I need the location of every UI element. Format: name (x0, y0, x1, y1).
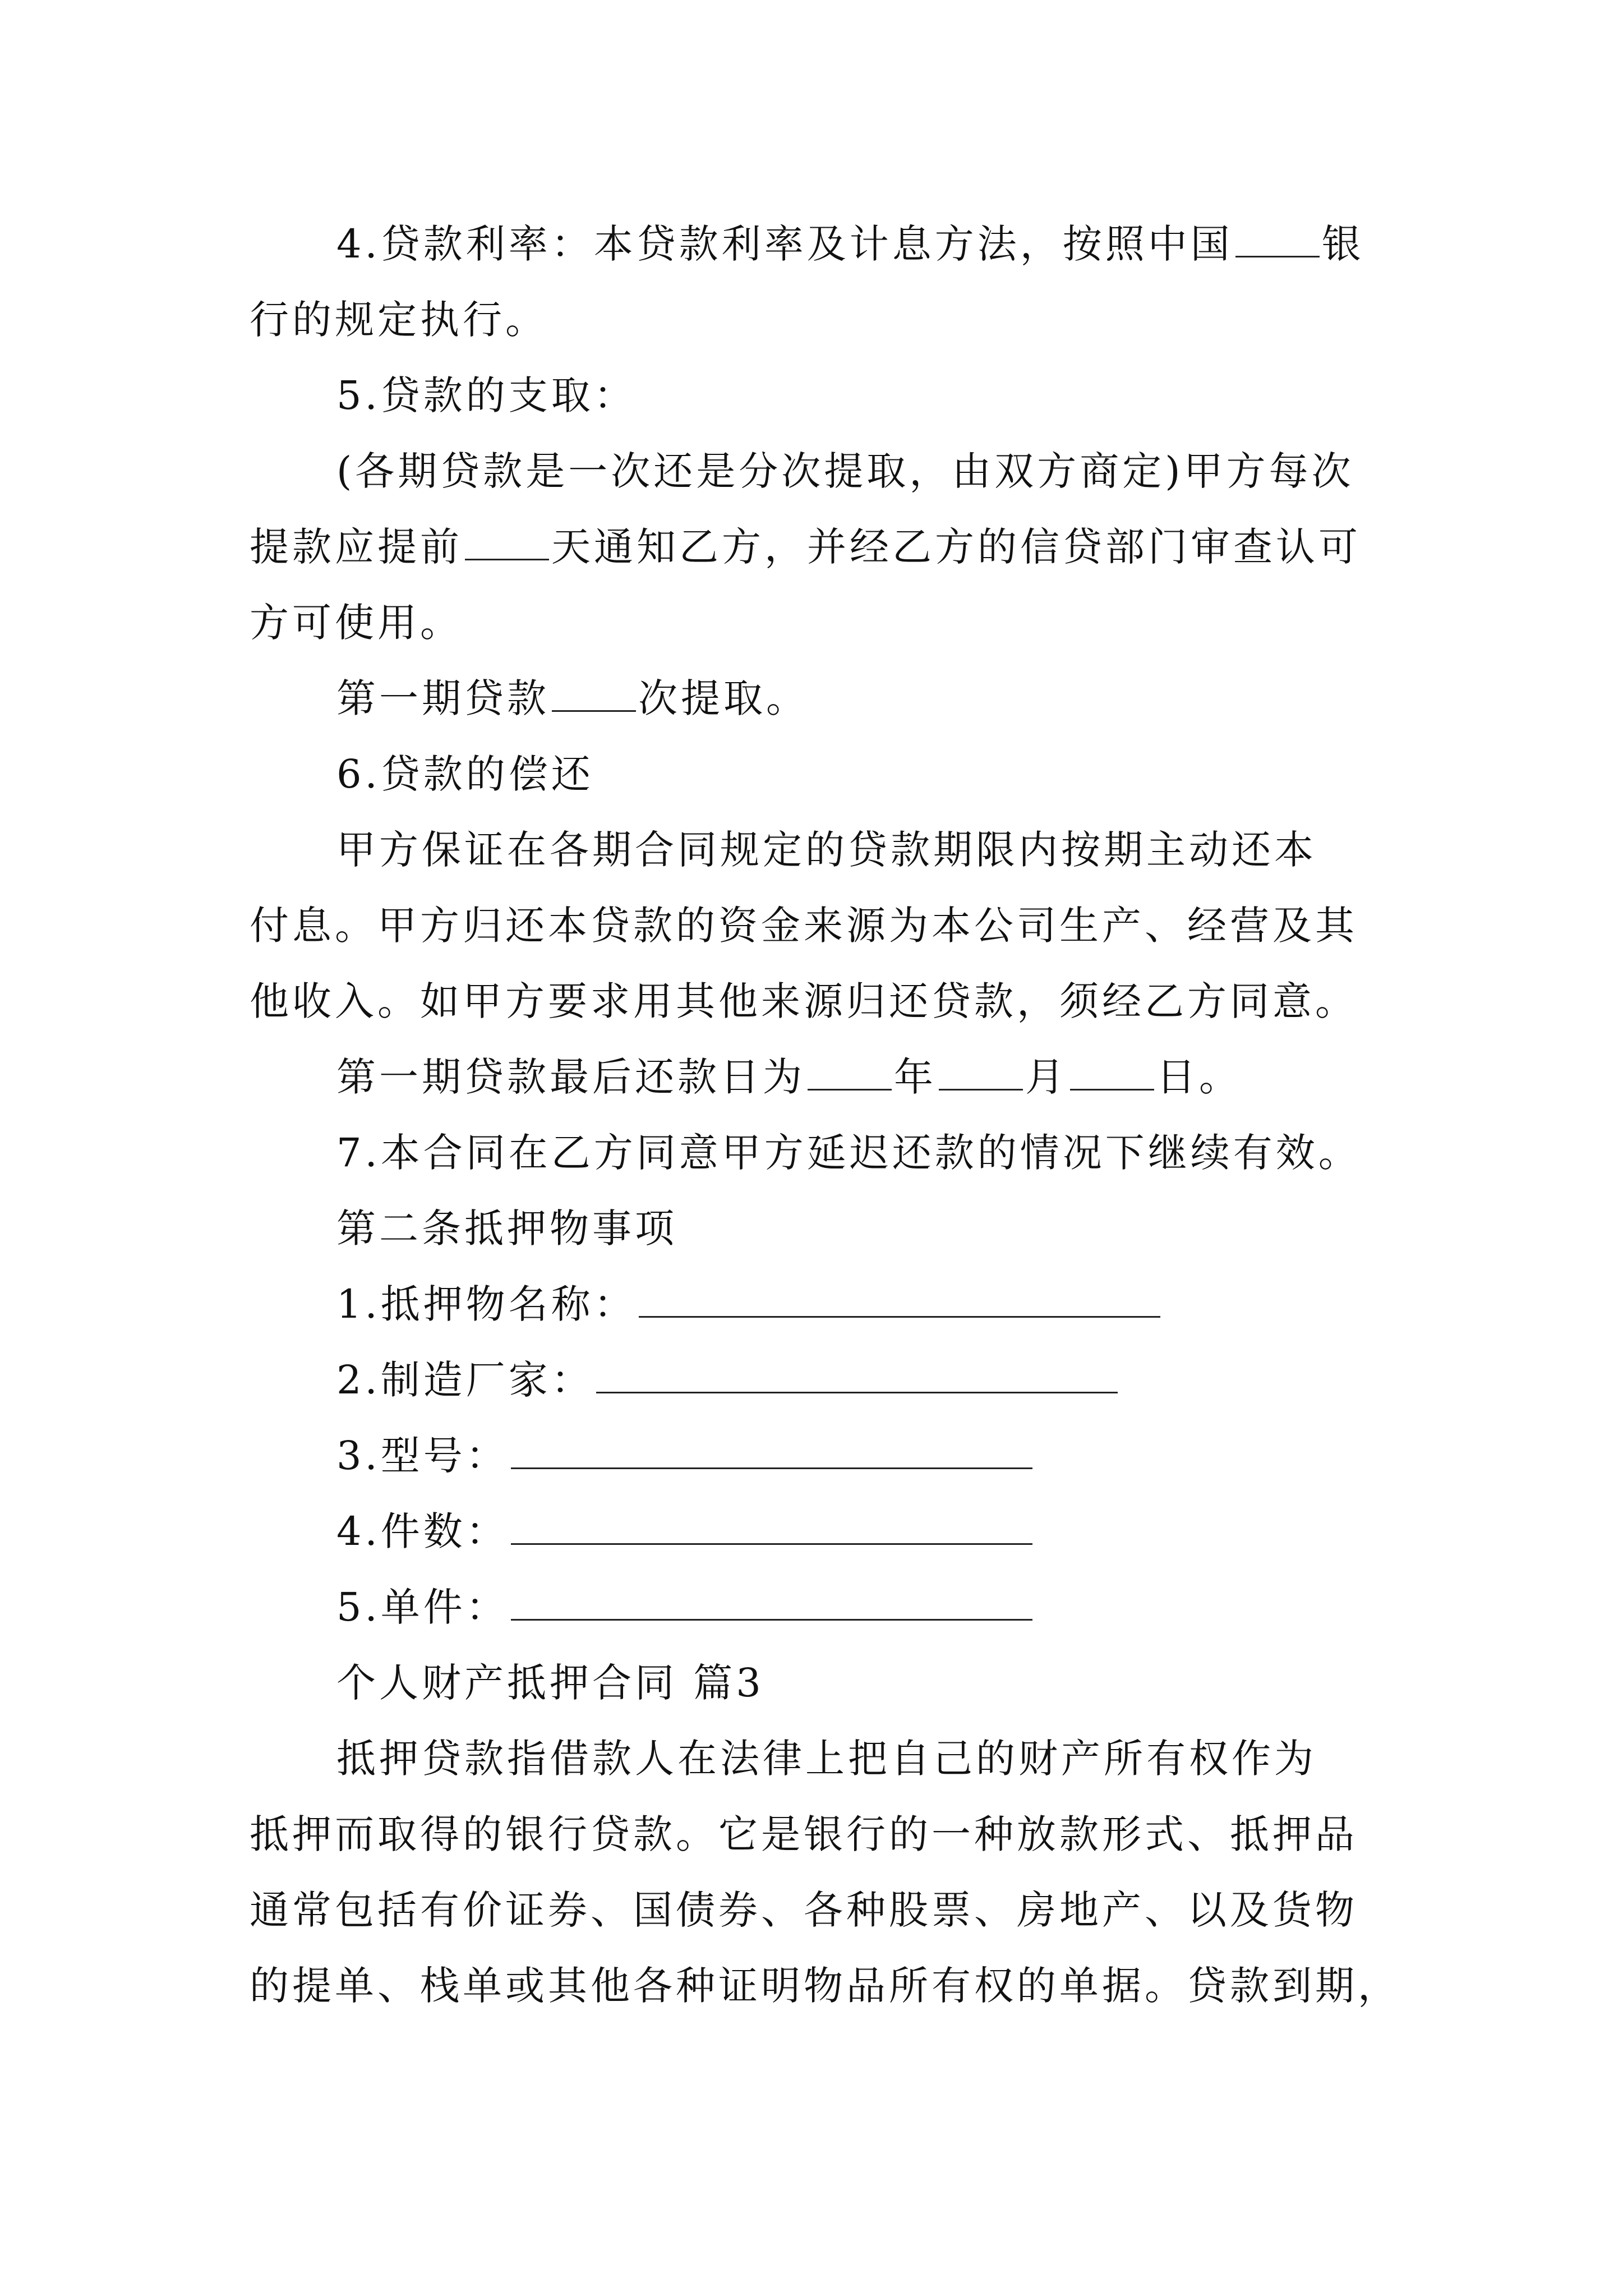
clause-repayment-heading: 6.贷款的偿还 (336, 751, 594, 797)
field-quantity: 4.件数： (336, 1503, 1035, 1559)
paragraph-line: 通常包括有价证券、国债券、各种股票、房地产、以及货物 (250, 1887, 1358, 1933)
paragraph-line: 第一期贷款最后还款日为 年 月 日。 (336, 1054, 1242, 1100)
blank-withdrawal-count (552, 675, 636, 712)
clause-withdrawal-heading: 5.贷款的支取： (336, 372, 637, 418)
paragraph-line: 行的规定执行。 (250, 297, 548, 343)
blank-year (808, 1054, 892, 1091)
article-title: 个人财产抵押合同 篇3 (336, 1660, 764, 1706)
blank-model (511, 1433, 1032, 1469)
paragraph-line: 付息。甲方归还本贷款的资金来源为本公司生产、经营及其 (250, 903, 1358, 949)
blank-month (939, 1054, 1023, 1091)
section-heading: 第二条抵押物事项 (336, 1205, 677, 1251)
blank-bank-name (1235, 221, 1320, 257)
blank-day (1070, 1054, 1154, 1091)
paragraph-line: 的提单、栈单或其他各种证明物品所有权的单据。贷款到期， (250, 1963, 1400, 2009)
clause-interest-rate: 4.贷款利率：本贷款利率及计息方法，按照中国 银 (336, 221, 1364, 267)
blank-notice-days (465, 524, 549, 560)
blank-collateral-name (639, 1281, 1160, 1318)
paragraph-line: 方可使用。 (250, 600, 463, 646)
blank-unit (511, 1584, 1032, 1621)
blank-manufacturer (596, 1357, 1118, 1393)
field-manufacturer: 2.制造厂家： (336, 1352, 1120, 1408)
field-model: 3.型号： (336, 1428, 1035, 1484)
blank-quantity (511, 1508, 1032, 1545)
paragraph-line: 甲方保证在各期合同规定的贷款期限内按期主动还本 (336, 827, 1317, 873)
paragraph-line: 他收入。如甲方要求用其他来源归还贷款，须经乙方同意。 (250, 978, 1358, 1024)
field-collateral-name: 1.抵押物名称： (336, 1276, 1163, 1332)
paragraph-line: 7.本合同在乙方同意甲方延迟还款的情况下继续有效。 (336, 1130, 1361, 1176)
paragraph-line: 抵押而取得的银行贷款。它是银行的一种放款形式、抵押品 (250, 1811, 1358, 1857)
paragraph-line: 第一期贷款 次提取。 (336, 675, 809, 721)
paragraph-line: 抵押贷款指借款人在法律上把自己的财产所有权作为 (336, 1736, 1317, 1782)
paragraph-line: 提款应提前 天通知乙方，并经乙方的信贷部门审查认可 (250, 524, 1361, 570)
paragraph-line: (各期贷款是一次还是分次提取，由双方商定)甲方每次 (336, 448, 1354, 494)
field-unit: 5.单件： (336, 1579, 1035, 1635)
